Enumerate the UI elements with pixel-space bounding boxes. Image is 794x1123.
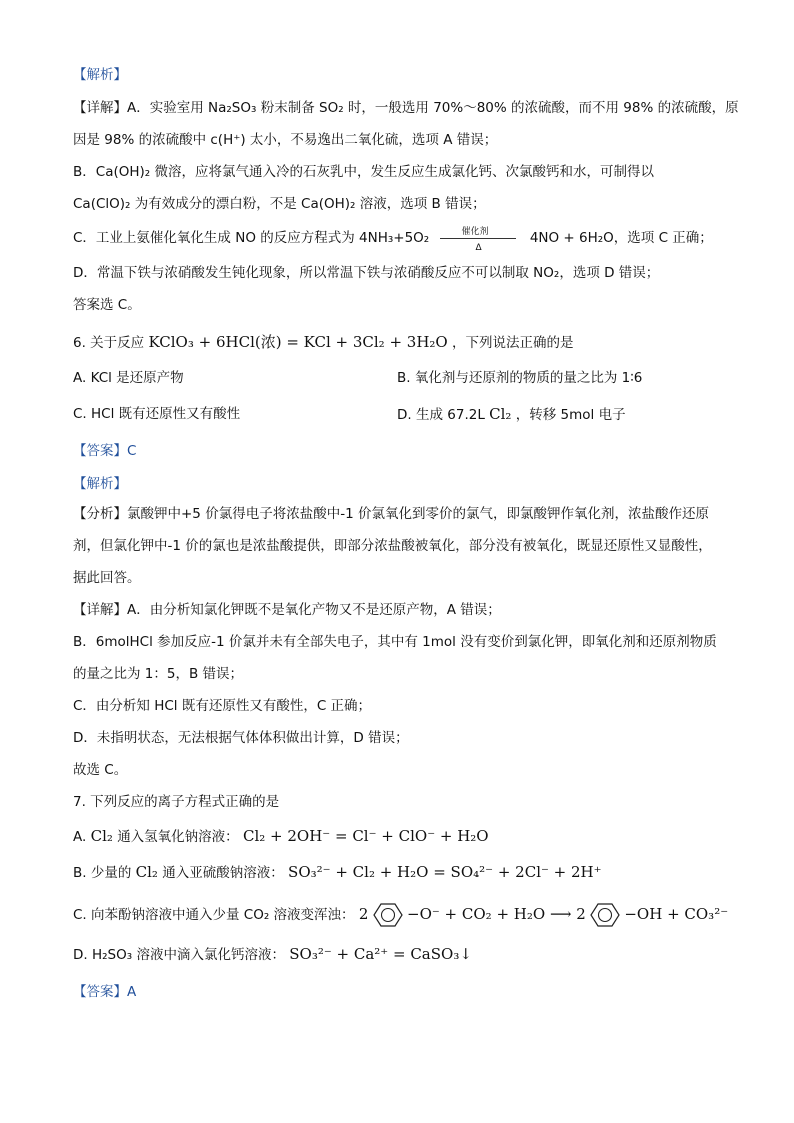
detail-line-3: B．Ca(OH)₂ 微溶，应将氯气通入冷的石灰乳中，发生反应生成氯化钙、次氯酸钙和水，可制得以: [73, 164, 654, 180]
q7-answer: 【答案】A: [73, 984, 137, 1000]
benzene-ring-icon: [590, 902, 620, 928]
q6-d-prefix: D. 生成 67.2L: [397, 407, 485, 423]
q7-b-mid: 通入亚硫酸钠溶液：: [162, 865, 284, 881]
q6-analysis-line-1: 【分析】氯酸钾中+5 价氯得电子将浓盐酸中-1 价氯氧化到零价的氯气，即氯酸钾作氧化剂，浓盐酸作还原: [73, 506, 709, 522]
q7-c-eq-mid: −O⁻ + CO₂ + H₂O ⟶ 2: [407, 905, 586, 923]
q6-option-d: [397, 404, 626, 425]
reaction-arrow: [434, 227, 526, 253]
q7-d-prefix: D. H₂SO₃ 溶液中滴入氯化钙溶液：: [73, 947, 285, 963]
q6-analysis-line-9: 故选 C。: [73, 762, 128, 778]
q6-answer: 【答案】C: [73, 443, 137, 459]
detail-line-2: 因是 98% 的浓硫酸中 c(H⁺) 太小，不易逸出二氧化硫，选项 A 错误；: [73, 132, 498, 148]
detail-line-5-text: C．工业上氨催化氧化生成 NO 的反应方程式为 4NH₃+5O₂: [73, 230, 430, 246]
q7-c-coef: 2: [358, 905, 369, 923]
q6-analysis-line-8: D．未指明状态，无法根据气体体积做出计算，D 错误；: [73, 730, 409, 746]
q6-d-formula: Cl₂: [489, 405, 512, 423]
q6-analysis-line-4: 【详解】A．由分析知氯化钾既不是氧化产物又不是还原产物，A 错误；: [73, 602, 501, 618]
question-6-stem: [73, 332, 574, 353]
q6-option-a: A. KCl 是还原产物: [73, 370, 184, 386]
q7-b-equation: SO₃²⁻ + Cl₂ + H₂O = SO₄²⁻ + 2Cl⁻ + 2H⁺: [288, 863, 602, 881]
q6-analysis-line-6: 的量之比为 1：5，B 错误；: [73, 666, 244, 682]
q6-equation: KClO₃ + 6HCl(浓) = KCl + 3Cl₂ + 3H₂O: [148, 333, 448, 351]
q7-a-mid: 通入氢氧化钠溶液：: [117, 829, 239, 845]
detail-line-4: Ca(ClO)₂ 为有效成分的漂白粉，不是 Ca(OH)₂ 溶液，选项 B 错误；: [73, 196, 486, 212]
detail-line-5: [73, 227, 713, 253]
q7-option-b: [73, 862, 602, 883]
q6-analysis-line-2: 剂，但氯化钾中-1 价的氯也是浓盐酸提供，即部分浓盐酸被氧化，部分没有被氧化，既显还原性又显酸性，: [73, 538, 712, 554]
arrow-condition-bottom: Δ: [475, 243, 482, 253]
q7-option-c: [73, 902, 728, 928]
arrow-condition-top: 催化剂: [461, 227, 489, 237]
detail-line-7: 答案选 C。: [73, 297, 141, 313]
q6-analysis-line-3: 据此回答。: [73, 570, 141, 586]
q6-option-b: B. 氧化剂与还原剂的物质的量之比为 1∶6: [397, 370, 643, 386]
q6-suffix: ，下列说法正确的是: [452, 335, 574, 351]
q7-a-reactant: Cl₂: [90, 827, 113, 845]
analysis-tag-1: 【解析】: [73, 67, 127, 83]
q6-analysis-line-7: C．由分析知 HCl 既有还原性又有酸性，C 正确；: [73, 698, 372, 714]
question-7-stem: 7. 下列反应的离子方程式正确的是: [73, 794, 280, 810]
detail-line-5-tail: 4NO + 6H₂O，选项 C 正确；: [529, 230, 713, 246]
q6-analysis-line-5: B．6molHCl 参加反应-1 价氯并未有全部失电子，其中有 1mol 没有变价到氯化钾，即氧化剂和还原剂物质: [73, 634, 717, 650]
q7-option-a: [73, 826, 489, 847]
q7-b-reactant: Cl₂: [135, 863, 158, 881]
benzene-ring-icon: [373, 902, 403, 928]
q6-d-suffix: ，转移 5mol 电子: [515, 407, 626, 423]
q6-prefix: 6. 关于反应: [73, 335, 145, 351]
q7-b-prefix: B. 少量的: [73, 865, 132, 881]
q7-d-equation: SO₃²⁻ + Ca²⁺ = CaSO₃↓: [289, 945, 472, 963]
q6-option-c: C. HCl 既有还原性又有酸性: [73, 406, 241, 422]
q7-c-eq-end: −OH + CO₃²⁻: [624, 905, 729, 923]
q7-option-d: [73, 944, 472, 965]
detail-line-1: 【详解】A．实验室用 Na₂SO₃ 粉末制备 SO₂ 时，一般选用 70%～80% 的浓硫酸，而不用 98% 的浓硫酸，原: [73, 100, 739, 116]
detail-line-6: D．常温下铁与浓硝酸发生钝化现象，所以常温下铁与浓硝酸反应不可以制取 NO₂，选项 D 错误；: [73, 265, 660, 281]
q7-a-prefix: A.: [73, 829, 87, 845]
q7-a-equation: Cl₂ + 2OH⁻ = Cl⁻ + ClO⁻ + H₂O: [242, 827, 489, 845]
q6-analysis-tag: 【解析】: [73, 476, 127, 492]
q7-c-prefix: C. 向苯酚钠溶液中通入少量 CO₂ 溶液变浑浊：: [73, 907, 355, 923]
